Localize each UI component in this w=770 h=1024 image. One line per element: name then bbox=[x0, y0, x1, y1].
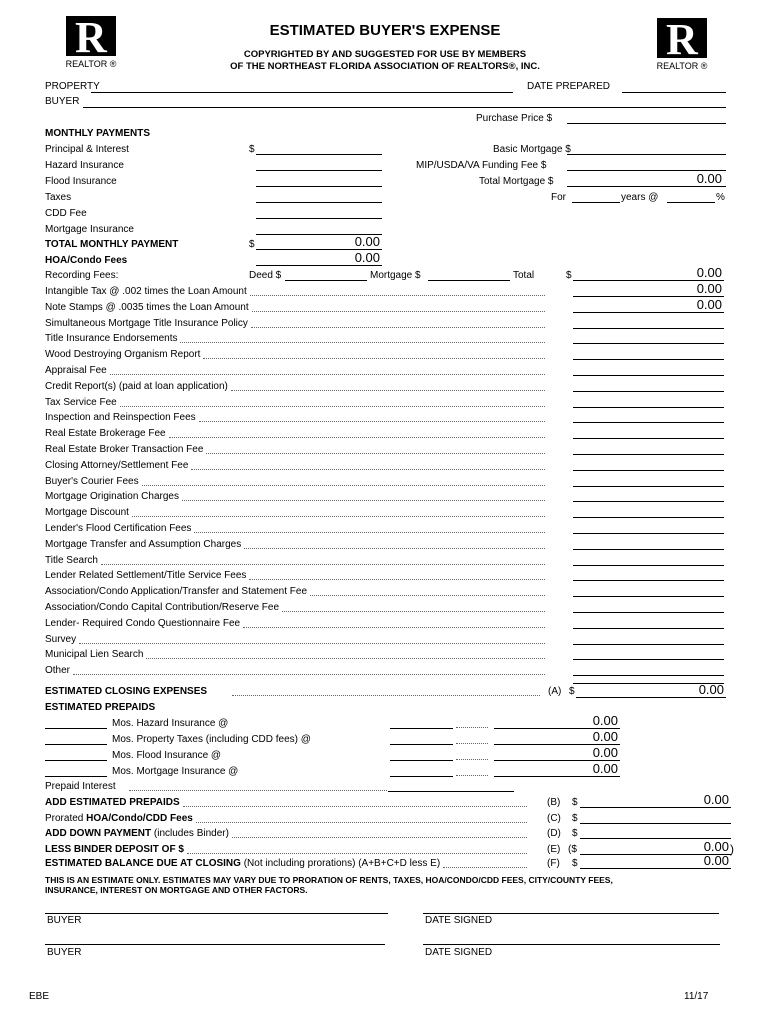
fee-amount-field[interactable] bbox=[573, 580, 724, 581]
summary-letter: (B) bbox=[547, 797, 561, 808]
fee-leader bbox=[191, 469, 545, 470]
fee-amount-field[interactable] bbox=[573, 407, 724, 408]
closing-dollar: $ bbox=[569, 686, 575, 697]
cdd-fee-field[interactable] bbox=[256, 218, 382, 219]
fee-label: Inspection and Reinspection Fees bbox=[45, 412, 196, 423]
fee-leader bbox=[282, 611, 545, 612]
purchase-price-field[interactable] bbox=[567, 123, 726, 124]
for-label: For bbox=[551, 192, 566, 203]
fee-amount-field[interactable] bbox=[573, 565, 724, 566]
fee-leader bbox=[203, 358, 545, 359]
fee-label: Buyer's Courier Fees bbox=[45, 476, 139, 487]
fee-amount-field[interactable] bbox=[573, 644, 724, 645]
hazard-insurance-field[interactable] bbox=[256, 170, 382, 171]
basic-mortgage-field[interactable] bbox=[567, 154, 726, 155]
realtor-logo-caption: REALTOR ® bbox=[65, 59, 117, 69]
summary-amount-field[interactable] bbox=[580, 868, 731, 869]
fee-label: Lender- Required Condo Questionnaire Fee bbox=[45, 618, 241, 629]
prepaid-value: 0.00 bbox=[592, 745, 618, 760]
total-mortgage-field[interactable] bbox=[567, 186, 726, 187]
summary-letter: (E) bbox=[547, 844, 561, 855]
recording-total-value: 0.00 bbox=[696, 265, 722, 280]
summary-label-extra: (Not including prorations) (A+B+C+D less E) bbox=[240, 858, 441, 869]
summary-label-extra: (includes Binder) bbox=[151, 828, 229, 839]
summary-leader bbox=[196, 822, 527, 823]
summary-dollar: ($ bbox=[568, 844, 577, 855]
summary-amount-field[interactable] bbox=[580, 807, 731, 808]
prepaid-interest-leader bbox=[129, 790, 387, 791]
recording-fees-label: Recording Fees: bbox=[45, 270, 119, 281]
total-mortgage-label: Total Mortgage $ bbox=[479, 176, 554, 187]
prepaid-value: 0.00 bbox=[592, 761, 618, 776]
fee-amount-field[interactable] bbox=[573, 375, 724, 376]
fee-leader bbox=[244, 548, 545, 549]
buyer-field[interactable] bbox=[83, 107, 726, 108]
summary-label bbox=[45, 813, 193, 824]
prepaid-interest-label: Prepaid Interest bbox=[45, 781, 116, 792]
fee-amount-field[interactable] bbox=[573, 312, 724, 313]
fee-value: 0.00 bbox=[696, 297, 722, 312]
fee-amount-field[interactable] bbox=[573, 470, 724, 471]
funding-fee-label: MIP/USDA/VA Funding Fee $ bbox=[416, 160, 547, 171]
fee-amount-field[interactable] bbox=[573, 659, 724, 660]
fee-amount-field[interactable] bbox=[573, 501, 724, 502]
summary-value: 0.00 bbox=[703, 853, 729, 868]
closing-leader bbox=[232, 695, 540, 696]
fee-label: Credit Report(s) (paid at loan application) bbox=[45, 381, 228, 392]
date-prepared-field[interactable] bbox=[622, 92, 726, 93]
fee-amount-field[interactable] bbox=[573, 391, 724, 392]
prepaid-rate-field[interactable] bbox=[390, 728, 453, 729]
date-signed-line-1[interactable] bbox=[423, 913, 719, 914]
date-signed-label-2: DATE SIGNED bbox=[425, 947, 493, 958]
fee-label: Survey bbox=[45, 634, 77, 645]
monthly-item: Hazard Insurance bbox=[45, 160, 124, 171]
years-label: years @ bbox=[621, 192, 659, 203]
summary-label bbox=[45, 828, 229, 839]
fee-label: Tax Service Fee bbox=[45, 397, 117, 408]
fee-leader bbox=[182, 500, 545, 501]
monthly-item: CDD Fee bbox=[45, 208, 87, 219]
date-prepared-label: DATE PREPARED bbox=[527, 81, 610, 92]
fee-leader bbox=[199, 421, 545, 422]
recording-total-label: Total bbox=[513, 270, 535, 281]
recording-dollar: $ bbox=[566, 270, 572, 281]
fee-amount-field[interactable] bbox=[573, 517, 724, 518]
fee-label: Association/Condo Capital Contribution/Reserve Fee bbox=[45, 602, 280, 613]
hoa-field[interactable] bbox=[256, 265, 382, 266]
fee-label: Mortgage Discount bbox=[45, 507, 129, 518]
purchase-price-label: Purchase Price $ bbox=[476, 113, 553, 124]
fee-amount-field[interactable] bbox=[573, 422, 724, 423]
summary-leader bbox=[187, 853, 527, 854]
fee-amount-field[interactable] bbox=[573, 486, 724, 487]
realtor-logo-caption: REALTOR ® bbox=[656, 61, 708, 71]
closing-letter: (A) bbox=[548, 686, 562, 697]
prepaid-leader bbox=[456, 759, 488, 760]
prepaid-rate-field[interactable] bbox=[390, 760, 453, 761]
prepaid-months-field[interactable] bbox=[45, 744, 107, 745]
notice-line-2: INSURANCE, INTEREST ON MORTGAGE AND OTHER FACTORS. bbox=[45, 885, 308, 895]
deed-label: Deed $ bbox=[249, 270, 282, 281]
monthly-payments-heading: MONTHLY PAYMENTS bbox=[45, 128, 151, 139]
fee-label: Title Search bbox=[45, 555, 98, 566]
fee-label: Real Estate Broker Transaction Fee bbox=[45, 444, 204, 455]
monthly-item: Taxes bbox=[45, 192, 72, 203]
fee-leader bbox=[180, 342, 545, 343]
hoa-value: 0.00 bbox=[354, 250, 380, 265]
fee-amount-field[interactable] bbox=[573, 454, 724, 455]
realtor-r-icon: R bbox=[657, 18, 707, 58]
summary-label bbox=[45, 858, 440, 869]
summary-leader bbox=[443, 867, 527, 868]
fee-label: Other bbox=[45, 665, 71, 676]
closing-value: 0.00 bbox=[698, 682, 724, 697]
prepaid-rate-field[interactable] bbox=[390, 744, 453, 745]
fee-leader bbox=[146, 658, 545, 659]
total-monthly-value: 0.00 bbox=[354, 234, 380, 249]
prepaid-interest-field[interactable] bbox=[388, 791, 514, 792]
fee-amount-field[interactable] bbox=[573, 328, 724, 329]
summary-amount-field[interactable] bbox=[580, 823, 731, 824]
fee-label: Simultaneous Mortgage Title Insurance Policy bbox=[45, 318, 248, 329]
fee-leader bbox=[231, 390, 545, 391]
fee-label: Closing Attorney/Settlement Fee bbox=[45, 460, 189, 471]
summary-letter: (F) bbox=[547, 858, 560, 869]
summary-label-main: LESS BINDER DEPOSIT OF $ bbox=[45, 844, 184, 855]
date-signed-line-2[interactable] bbox=[423, 944, 720, 945]
total-monthly-label: TOTAL MONTHLY PAYMENT bbox=[45, 239, 179, 250]
fee-amount-field[interactable] bbox=[573, 359, 724, 360]
fee-label: Association/Condo Application/Transfer and Statement Fee bbox=[45, 586, 308, 597]
summary-label-main: ESTIMATED BALANCE DUE AT CLOSING bbox=[45, 858, 241, 869]
fee-label: Municipal Lien Search bbox=[45, 649, 144, 660]
closing-expenses-label: ESTIMATED CLOSING EXPENSES bbox=[45, 686, 208, 697]
total-mortgage-value: 0.00 bbox=[696, 171, 722, 186]
footer-revision: 11/17 bbox=[684, 991, 709, 1002]
fee-label: Note Stamps @ .0035 times the Loan Amount bbox=[45, 302, 249, 313]
prepaid-amount-field[interactable] bbox=[494, 776, 620, 777]
mortgage-recording-label: Mortgage $ bbox=[370, 270, 421, 281]
hoa-label: HOA/Condo Fees bbox=[45, 255, 128, 266]
buyer-signature-label-2: BUYER bbox=[47, 947, 82, 958]
prepaid-months-field[interactable] bbox=[45, 776, 107, 777]
prepaid-label: Mos. Property Taxes (including CDD fees) @ bbox=[112, 734, 311, 745]
fee-label: Intangible Tax @ .002 times the Loan Amount bbox=[45, 286, 247, 297]
summary-leader bbox=[183, 806, 527, 807]
notice-line-1: THIS IS AN ESTIMATE ONLY. ESTIMATES MAY VARY DUE TO PRORATION OF RENTS, TAXES, HOA/CONDO/CDD FEES, CITY/COUNTY FEES, bbox=[45, 875, 613, 885]
monthly-item: Flood Insurance bbox=[45, 176, 117, 187]
fee-leader bbox=[251, 327, 545, 328]
date-signed-label-1: DATE SIGNED bbox=[425, 915, 493, 926]
realtor-r-icon: R bbox=[66, 16, 116, 56]
fee-leader bbox=[73, 674, 545, 675]
summary-label bbox=[45, 797, 180, 808]
fee-label: Lender's Flood Certification Fees bbox=[45, 523, 192, 534]
fee-label: Real Estate Brokerage Fee bbox=[45, 428, 166, 439]
total-monthly-dollar: $ bbox=[249, 239, 255, 250]
fee-leader bbox=[250, 295, 545, 296]
fee-amount-field[interactable] bbox=[573, 438, 724, 439]
fee-label: Lender Related Settlement/Title Service Fees bbox=[45, 570, 247, 581]
buyer-label: BUYER bbox=[45, 96, 80, 107]
copyright-line-2: OF THE NORTHEAST FLORIDA ASSOCIATION OF REALTORS®, INC. bbox=[230, 61, 540, 72]
basic-mortgage-label: Basic Mortgage $ bbox=[493, 144, 571, 155]
summary-label-main: ADD DOWN PAYMENT bbox=[45, 828, 152, 839]
percent-label: % bbox=[716, 192, 725, 203]
fee-leader bbox=[243, 627, 545, 628]
fee-leader bbox=[206, 453, 545, 454]
summary-letter: (C) bbox=[547, 813, 561, 824]
fee-leader bbox=[101, 564, 545, 565]
page-title: ESTIMATED BUYER'S EXPENSE bbox=[269, 22, 501, 39]
flood-insurance-field[interactable] bbox=[256, 186, 382, 187]
summary-label-main: Prorated bbox=[45, 813, 87, 824]
fee-leader bbox=[249, 579, 545, 580]
fee-leader bbox=[79, 643, 545, 644]
fee-label: Mortgage Origination Charges bbox=[45, 491, 179, 502]
prepaid-leader bbox=[456, 727, 488, 728]
principal-interest-field[interactable] bbox=[256, 154, 382, 155]
summary-letter: (D) bbox=[547, 828, 561, 839]
prepaid-label: Mos. Hazard Insurance @ bbox=[112, 718, 229, 729]
prepaid-value: 0.00 bbox=[592, 713, 618, 728]
property-field[interactable] bbox=[91, 92, 513, 93]
summary-dollar: $ bbox=[572, 858, 578, 869]
fee-amount-field[interactable] bbox=[573, 549, 724, 550]
prepaid-label: Mos. Mortgage Insurance @ bbox=[112, 766, 239, 777]
fee-amount-field[interactable] bbox=[573, 533, 724, 534]
fee-label: Appraisal Fee bbox=[45, 365, 107, 376]
prepaid-rate-field[interactable] bbox=[390, 776, 453, 777]
property-label: PROPERTY bbox=[45, 81, 100, 92]
footer-form-code: EBE bbox=[29, 991, 50, 1002]
fee-amount-field[interactable] bbox=[573, 675, 724, 676]
fee-leader bbox=[310, 595, 545, 596]
buyer-signature-label-1: BUYER bbox=[47, 915, 82, 926]
fee-leader bbox=[120, 406, 545, 407]
fee-value: 0.00 bbox=[696, 281, 722, 296]
summary-dollar: $ bbox=[572, 813, 578, 824]
summary-value: 0.00 bbox=[703, 839, 729, 854]
fee-leader bbox=[252, 311, 545, 312]
fee-amount-field[interactable] bbox=[573, 628, 724, 629]
fee-leader bbox=[169, 437, 545, 438]
summary-dollar: $ bbox=[572, 797, 578, 808]
deed-field[interactable] bbox=[285, 280, 367, 281]
prepaid-months-field[interactable] bbox=[45, 760, 107, 761]
prepaid-months-field[interactable] bbox=[45, 728, 107, 729]
buyer-signature-line-2[interactable] bbox=[45, 944, 385, 945]
mortgage-recording-field[interactable] bbox=[428, 280, 510, 281]
taxes-field[interactable] bbox=[256, 202, 382, 203]
buyer-signature-line-1[interactable] bbox=[45, 913, 388, 914]
fee-leader bbox=[132, 516, 545, 517]
fee-leader bbox=[110, 374, 545, 375]
summary-dollar: $ bbox=[572, 828, 578, 839]
fee-leader bbox=[142, 485, 545, 486]
monthly-item: Mortgage Insurance bbox=[45, 224, 134, 235]
copyright-line-1: COPYRIGHTED BY AND SUGGESTED FOR USE BY MEMBERS bbox=[243, 49, 527, 60]
prepaid-leader bbox=[456, 775, 488, 776]
summary-label bbox=[45, 844, 184, 855]
prepaid-label: Mos. Flood Insurance @ bbox=[112, 750, 222, 761]
closing-field[interactable] bbox=[576, 697, 726, 698]
fee-label: Wood Destroying Organism Report bbox=[45, 349, 201, 360]
monthly-item: Principal & Interest bbox=[45, 144, 129, 155]
monthly-dollar-sign: $ bbox=[249, 144, 255, 155]
summary-leader bbox=[232, 837, 527, 838]
fee-label: Mortgage Transfer and Assumption Charges bbox=[45, 539, 242, 550]
fee-amount-field[interactable] bbox=[573, 343, 724, 344]
summary-label-extra: HOA/Condo/CDD Fees bbox=[86, 813, 193, 824]
rate-field[interactable] bbox=[667, 202, 715, 203]
fee-label: Title Insurance Endorsements bbox=[45, 333, 178, 344]
years-field[interactable] bbox=[572, 202, 620, 203]
fee-amount-field[interactable] bbox=[573, 596, 724, 597]
prepaids-heading: ESTIMATED PREPAIDS bbox=[45, 702, 156, 713]
fee-amount-field[interactable] bbox=[573, 612, 724, 613]
prepaid-value: 0.00 bbox=[592, 729, 618, 744]
summary-close-paren: ) bbox=[730, 842, 734, 856]
summary-value: 0.00 bbox=[703, 792, 729, 807]
prepaid-leader bbox=[456, 743, 488, 744]
summary-label-main: ADD ESTIMATED PREPAIDS bbox=[45, 797, 180, 808]
fee-leader bbox=[194, 532, 545, 533]
